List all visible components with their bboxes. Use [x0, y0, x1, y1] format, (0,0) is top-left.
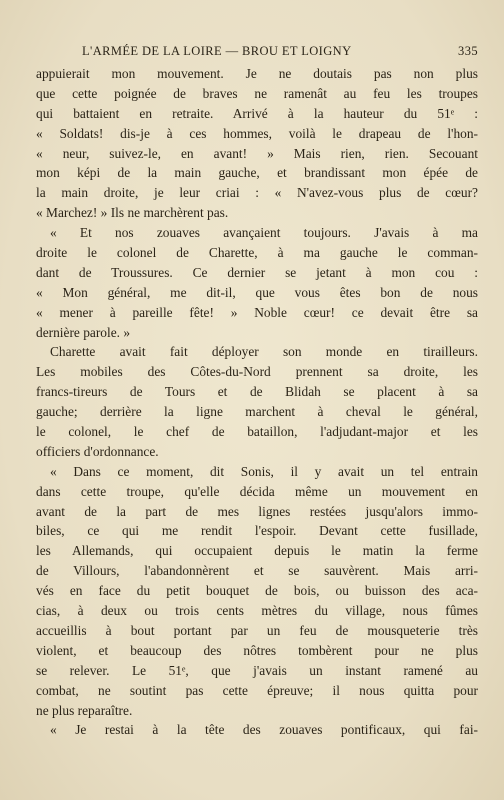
text-line: Charette avait fait déployer son monde en tirailleurs. — [50, 344, 478, 360]
text-line: « Et nos zouaves avançaient toujours. J'avais à ma — [50, 225, 478, 241]
text-line: francs-tireurs de Tours et de Blidah se placent à sa — [36, 384, 478, 400]
text-line: la main droite, je leur criai : « N'avez-vous plus de cœur? — [36, 185, 478, 201]
text-line: les Allemands, qui occupaient depuis le matin la ferme — [36, 543, 478, 559]
text-line: « Soldats! dis-je à ces hommes, voilà le drapeau de l'hon- — [36, 125, 478, 141]
paragraph — [36, 462, 478, 721]
text-line: « Marchez! » Ils ne marchèrent pas. — [36, 205, 229, 221]
text-line: « Mon général, me dit-il, que vous êtes bon de nous — [36, 284, 478, 300]
page-number: 335 — [458, 44, 478, 58]
paragraph — [36, 223, 478, 342]
text-line: violent, et beaucoup des nôtres tombèrent pour ne plus — [36, 642, 478, 658]
text-line: le colonel, le chef de bataillon, l'adjudant-major et les — [36, 424, 478, 440]
text-line: appuierait mon mouvement. Je ne doutais pas non plus — [36, 66, 478, 81]
text-line: gauche; derrière la ligne marchent à cheval le général, — [36, 404, 478, 420]
text-line: Les mobiles des Côtes-du-Nord prennent sa droite, les — [36, 364, 478, 380]
text-line: « mener à pareille fête! » Noble cœur! ce devait être sa — [36, 304, 478, 320]
text-line: cias, à deux ou trois cents mètres du village, nous fûmes — [36, 603, 478, 619]
text-line: se relever. Le 51ᵉ, que j'avais un instant ramené au — [36, 662, 478, 678]
text-line: biles, ce qui me rendit l'espoir. Devant cette fusillade, — [36, 523, 478, 539]
running-title: L'ARMÉE DE LA LOIRE — BROU ET LOIGNY — [82, 44, 352, 58]
text-line: « Je restai à la tête des zouaves pontificaux, qui fai- — [50, 722, 478, 738]
text-line: « Dans ce moment, dit Sonis, il y avait un tel entrain — [50, 463, 478, 479]
text-line: combat, ne soutint pas cette épreuve; il nous quitta pour — [36, 682, 478, 698]
text-line: de Villours, l'abandonnèrent et se sauvèrent. Mais arri- — [36, 563, 478, 579]
running-header — [36, 44, 478, 62]
text-line: dant de Troussures. Ce dernier se jetant à mon cou : — [36, 264, 478, 280]
text-line: qui battaient en retraite. Arrivé à la hauteur du 51ᵉ : — [36, 105, 478, 121]
text-line: dans cette troupe, qu'elle décida même un mouvement en — [36, 483, 478, 499]
paragraph — [36, 64, 478, 223]
body-text — [36, 64, 478, 740]
text-line: vés en face du petit bouquet de bois, ou buisson des aca- — [36, 583, 478, 599]
text-line: mon képi de la main gauche, et brandissant mon épée de — [36, 165, 478, 181]
text-line: « neur, suivez-le, en avant! » Mais rien, rien. Secouant — [36, 145, 478, 161]
text-line: officiers d'ordonnance. — [36, 443, 159, 459]
text-line: accueillis à bout portant par un feu de mousqueterie très — [36, 622, 478, 638]
text-line: dernière parole. » — [36, 324, 131, 340]
paragraph — [36, 342, 478, 461]
text-line: ne plus reparaître. — [36, 702, 133, 718]
text-line: que cette poignée de braves ne ramenât au feu les troupes — [36, 85, 478, 101]
text-line: avant de la part de mes lignes restées jusqu'alors immo- — [36, 503, 478, 519]
text-line: droite le colonel de Charette, à ma gauche le comman- — [36, 245, 478, 261]
paragraph — [36, 720, 478, 740]
